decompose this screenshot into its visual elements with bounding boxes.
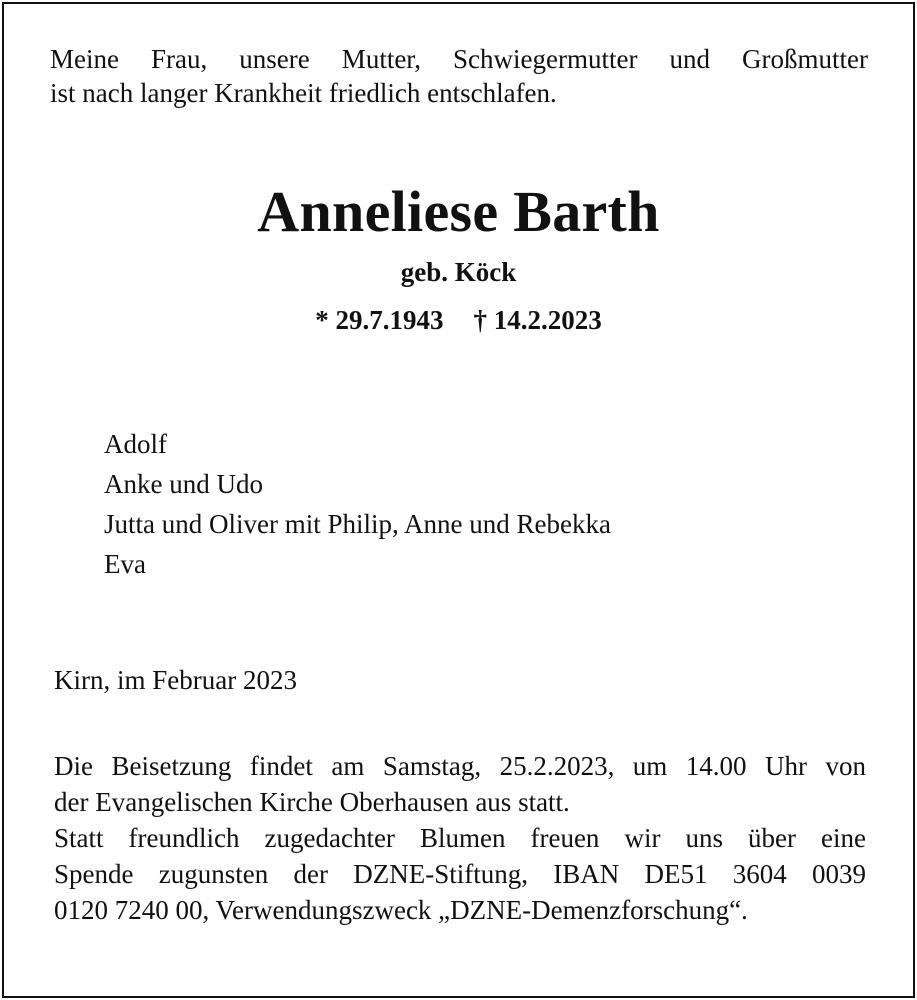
intro-line: ist nach langer Krankheit friedlich entschlafen. (50, 78, 557, 108)
intro-line: Meine Frau, unsere Mutter, Schwiegermutter und Großmutter (50, 44, 868, 74)
notice-line: Spende zugunsten der DZNE-Stiftung, IBAN DE51 3604 0039 (54, 859, 866, 889)
maiden-name: geb. Köck (400, 257, 517, 287)
notice-line: der Evangelischen Kirche Oberhausen aus statt. (54, 787, 570, 817)
mourner-entry: Eva (104, 549, 146, 579)
deceased-name: Anneliese Barth (257, 179, 660, 244)
notice-line: Die Beisetzung findet am Samstag, 25.2.2023, um 14.00 Uhr von (54, 751, 866, 781)
place-and-date: Kirn, im Februar 2023 (54, 665, 297, 695)
life-dates (4, 304, 913, 336)
mourners-list (104, 424, 611, 584)
funeral-notice (54, 748, 866, 928)
intro-text (50, 42, 868, 110)
notice-line: Statt freundlich zugedachter Blumen freuen wir uns über eine (54, 823, 866, 853)
birth-date: * 29.7.1943 (315, 305, 444, 335)
mourner-entry: Adolf (104, 429, 167, 459)
mourner-entry: Jutta und Oliver mit Philip, Anne und Rebekka (104, 509, 611, 539)
obituary-notice (2, 2, 915, 998)
mourner-entry: Anke und Udo (104, 469, 263, 499)
death-date: † 14.2.2023 (473, 305, 602, 335)
notice-line: 0120 7240 00, Verwendungszweck „DZNE-Demenzforschung“. (54, 895, 748, 925)
